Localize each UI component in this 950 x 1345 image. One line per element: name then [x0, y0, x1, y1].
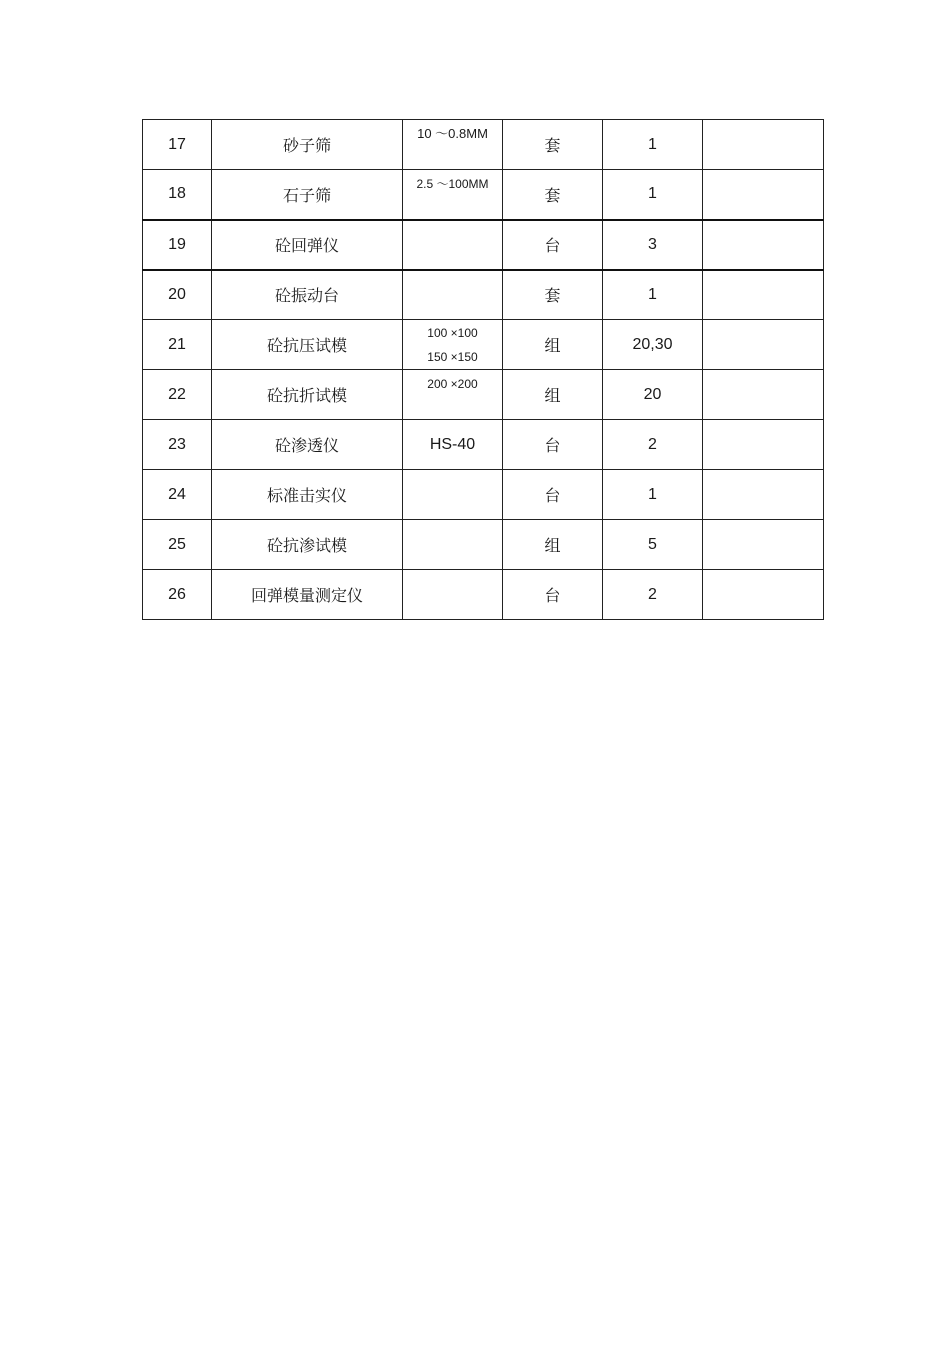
equipment-remark: [703, 370, 824, 420]
equipment-quantity: 1: [603, 470, 703, 520]
equipment-spec: [403, 470, 503, 520]
equipment-name: 石子筛: [212, 170, 403, 220]
equipment-remark: [703, 170, 824, 220]
equipment-name: 砼抗折试模: [212, 370, 403, 420]
equipment-spec: [403, 520, 503, 570]
equipment-name: 砂子筛: [212, 120, 403, 170]
spec-text: 2.5 ～100MM: [416, 177, 489, 191]
equipment-unit: 台: [503, 570, 603, 620]
table-row: [143, 170, 824, 220]
equipment-spec: [403, 170, 503, 220]
row-number: 18: [143, 170, 212, 220]
equipment-name: 砼抗压试模: [212, 320, 403, 370]
equipment-spec: [403, 320, 503, 370]
table-row: [143, 320, 824, 370]
equipment-spec: [403, 420, 503, 470]
row-number: 19: [143, 220, 212, 270]
equipment-spec: [403, 570, 503, 620]
equipment-unit: 台: [503, 220, 603, 270]
row-number: 23: [143, 420, 212, 470]
equipment-remark: [703, 320, 824, 370]
equipment-quantity: 1: [603, 270, 703, 320]
equipment-unit: 台: [503, 420, 603, 470]
equipment-unit: 套: [503, 270, 603, 320]
equipment-remark: [703, 120, 824, 170]
equipment-name: 回弹模量测定仪: [212, 570, 403, 620]
row-number: 24: [143, 470, 212, 520]
equipment-remark: [703, 470, 824, 520]
row-number: 21: [143, 320, 212, 370]
equipment-quantity: 2: [603, 420, 703, 470]
table-row: [143, 370, 824, 420]
equipment-spec: [403, 120, 503, 170]
table-row: [143, 220, 824, 270]
equipment-unit: 组: [503, 320, 603, 370]
equipment-name: 标准击实仪: [212, 470, 403, 520]
table-row: [143, 570, 824, 620]
table-row: [143, 120, 824, 170]
equipment-unit: 台: [503, 470, 603, 520]
equipment-spec: [403, 370, 503, 420]
equipment-quantity: 2: [603, 570, 703, 620]
equipment-remark: [703, 520, 824, 570]
equipment-table-body: [143, 120, 824, 620]
row-number: 17: [143, 120, 212, 170]
row-number: 20: [143, 270, 212, 320]
table-row: [143, 270, 824, 320]
equipment-unit: 套: [503, 120, 603, 170]
equipment-quantity: 3: [603, 220, 703, 270]
equipment-quantity: 20,30: [603, 320, 703, 370]
table-row: [143, 520, 824, 570]
equipment-quantity: 1: [603, 170, 703, 220]
table-row: [143, 470, 824, 520]
equipment-unit: 组: [503, 370, 603, 420]
equipment-quantity: 1: [603, 120, 703, 170]
equipment-remark: [703, 220, 824, 270]
equipment-name: 砼渗透仪: [212, 420, 403, 470]
row-number: 25: [143, 520, 212, 570]
equipment-name: 砼抗渗试模: [212, 520, 403, 570]
equipment-spec: [403, 220, 503, 270]
spec-text: 10 ～0.8MM: [417, 126, 488, 141]
spec-text: 150 ×150: [427, 349, 478, 364]
equipment-name: 砼回弹仪: [212, 220, 403, 270]
equipment-unit: 套: [503, 170, 603, 220]
table-row: [143, 420, 824, 470]
equipment-quantity: 5: [603, 520, 703, 570]
row-number: 22: [143, 370, 212, 420]
spec-text: 200 ×200: [427, 377, 478, 391]
spec-text: 100 ×100: [427, 325, 478, 340]
equipment-remark: [703, 420, 824, 470]
equipment-quantity: 20: [603, 370, 703, 420]
equipment-remark: [703, 270, 824, 320]
equipment-remark: [703, 570, 824, 620]
equipment-unit: 组: [503, 520, 603, 570]
equipment-table: [142, 119, 824, 620]
row-number: 26: [143, 570, 212, 620]
spec-text: HS-40: [429, 435, 476, 453]
equipment-spec: [403, 270, 503, 320]
equipment-name: 砼振动台: [212, 270, 403, 320]
